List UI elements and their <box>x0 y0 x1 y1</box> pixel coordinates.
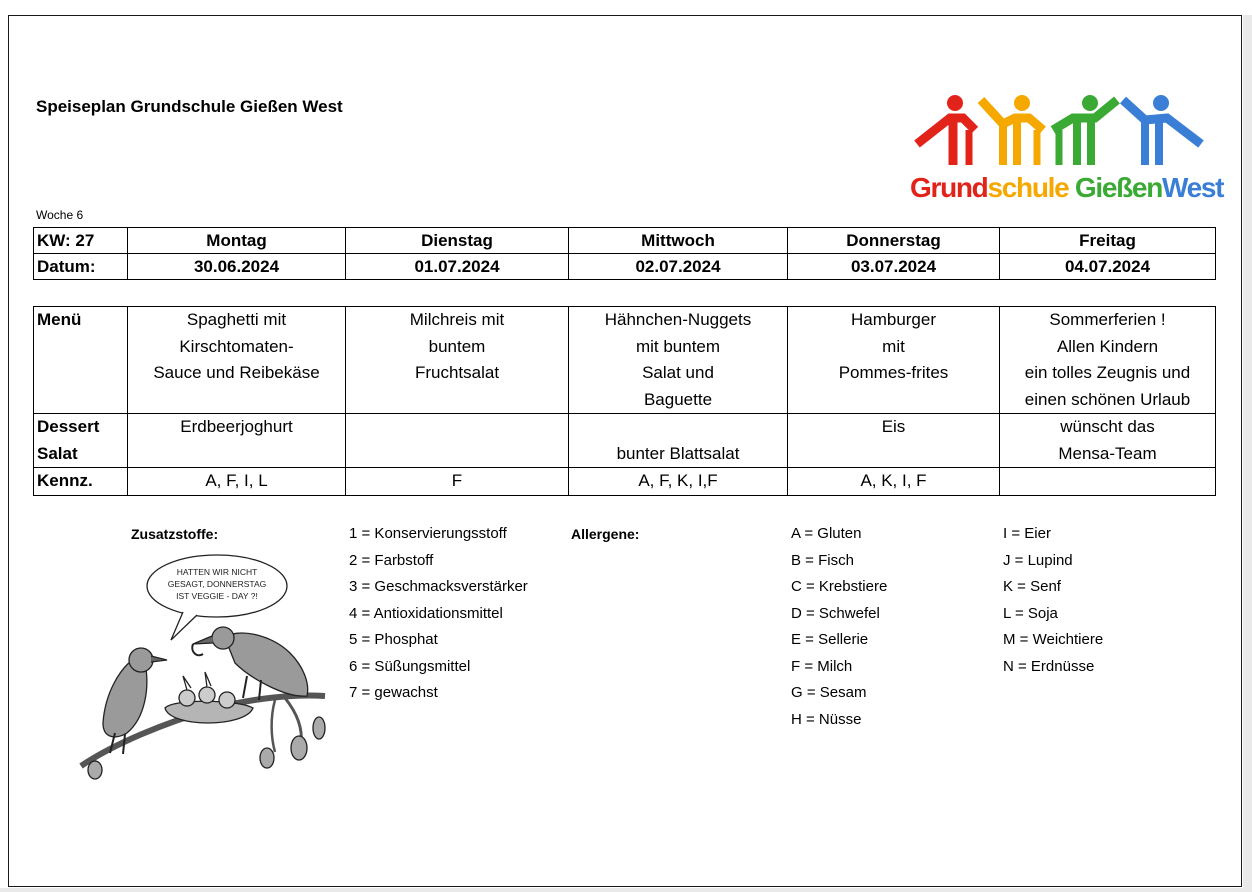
allergen-item: F = Milch <box>791 657 853 675</box>
speech-line: HATTEN WIR NICHT <box>176 567 258 577</box>
zusatzstoff-item: 5 = Phosphat <box>349 631 438 648</box>
logo-word-grund: Grund <box>910 172 988 203</box>
menu-line: mit buntem <box>635 336 721 356</box>
menu-line: Kirschtomaten- <box>179 336 294 356</box>
dessert-thursday: Eis <box>788 414 1000 468</box>
page-shadow-bottom <box>0 888 1252 892</box>
allergen-item: B = Fisch <box>791 551 854 569</box>
dessert-tuesday <box>346 414 569 468</box>
logo-wordmark <box>910 172 1223 204</box>
allergen-item: M = Weichtiere <box>1003 631 1104 648</box>
zusatzstoff-item: 4 = Antioxidationsmittel <box>349 604 503 622</box>
weekday-row <box>34 228 1216 254</box>
day-wednesday: Mittwoch <box>569 228 788 254</box>
friday-message <box>1000 414 1216 468</box>
kennz-row <box>34 468 1216 496</box>
logo-word-west: West <box>1162 172 1224 203</box>
date-friday: 04.07.2024 <box>1000 254 1216 280</box>
allergen-item: J = Lupind <box>1003 551 1073 569</box>
menu-line: Fruchtsalat <box>414 363 500 382</box>
allergen-item: K = Senf <box>1003 578 1061 595</box>
menu-line: Pommes-frites <box>838 363 949 382</box>
header-table <box>33 227 1216 280</box>
kennz-monday: A, F, I, L <box>128 468 346 496</box>
zusatzstoff-item: 6 = Süßungsmittel <box>349 657 471 675</box>
menu-label: Menü <box>34 307 128 414</box>
menu-table <box>33 306 1216 496</box>
menu-friday <box>1000 307 1216 414</box>
salat-wednesday: bunter Blattsalat <box>569 414 788 468</box>
zusatzstoff-item: 7 = gewachst <box>349 684 438 701</box>
menu-line: Sommerferien ! <box>1049 310 1166 329</box>
message-line: wünscht das <box>1060 417 1155 436</box>
menu-line: einen schönen Urlaub <box>1024 389 1191 409</box>
date-tuesday: 01.07.2024 <box>346 254 569 280</box>
allergen-item: N = Erdnüsse <box>1003 657 1095 675</box>
datum-label: Datum: <box>34 254 128 280</box>
menu-wednesday <box>569 307 788 414</box>
zusatzstoff-item: 3 = Geschmacksverstärker <box>349 578 528 595</box>
menu-line: ein tolles Zeugnis und <box>1024 363 1191 382</box>
menu-line: Baguette <box>643 389 713 409</box>
week-label: Woche 6 <box>36 208 84 222</box>
allergen-item: C = Krebstiere <box>791 578 888 595</box>
menu-line: Hamburger <box>850 310 937 329</box>
kennz-tuesday: F <box>346 468 569 496</box>
allergen-item: H = Nüsse <box>791 710 862 728</box>
allergen-item: L = Soja <box>1003 604 1058 622</box>
menu-line: Milchreis mit <box>409 310 505 329</box>
dessert-salat-row <box>34 414 1216 468</box>
kennz-wednesday: A, F, K, I,F <box>569 468 788 496</box>
message-line: Mensa-Team <box>1058 443 1157 463</box>
dessert-label: Dessert <box>37 417 100 436</box>
allergene-list-1 <box>791 521 887 733</box>
date-monday: 30.06.2024 <box>128 254 346 280</box>
logo-word-giessen: Gießen <box>1068 172 1162 203</box>
dessert-monday: Erdbeerjoghurt <box>128 414 346 468</box>
kennz-label: Kennz. <box>34 468 128 496</box>
birds-cartoon-icon <box>75 548 330 780</box>
page-shadow-right <box>1243 15 1252 892</box>
day-friday: Freitag <box>1000 228 1216 254</box>
menu-line: buntem <box>428 336 486 356</box>
zusatzstoff-item: 1 = Konservierungsstoff <box>349 525 507 542</box>
menu-line: Hähnchen-Nuggets <box>604 310 752 329</box>
menu-line: Salat und <box>642 363 714 382</box>
logo-word-schule: schule <box>987 172 1069 203</box>
allergen-item: G = Sesam <box>791 684 867 701</box>
speech-line: IST VEGGIE - DAY ?! <box>176 591 258 601</box>
menu-monday <box>128 307 346 414</box>
date-wednesday: 02.07.2024 <box>569 254 788 280</box>
allergen-item: D = Schwefel <box>791 604 880 622</box>
date-row <box>34 254 1216 280</box>
allergene-list-2 <box>1003 521 1103 680</box>
menu-line: Sauce und Reibekäse <box>153 363 320 382</box>
allergen-item: E = Sellerie <box>791 631 869 648</box>
menu-line: Spaghetti mit <box>186 310 287 329</box>
day-monday: Montag <box>128 228 346 254</box>
date-thursday: 03.07.2024 <box>788 254 1000 280</box>
salat-label: Salat <box>37 443 78 463</box>
dessert-salat-label <box>34 414 128 468</box>
menu-thursday <box>788 307 1000 414</box>
day-tuesday: Dienstag <box>346 228 569 254</box>
kennz-friday <box>1000 468 1216 496</box>
menu-tuesday <box>346 307 569 414</box>
document-title: Speiseplan Grundschule Gießen West <box>36 97 343 116</box>
kennz-thursday: A, K, I, F <box>788 468 1000 496</box>
allergen-item: A = Gluten <box>791 525 862 542</box>
speech-line: GESAGT, DONNERSTAG <box>167 579 267 589</box>
zusatzstoff-item: 2 = Farbstoff <box>349 551 434 569</box>
zusatzstoffe-list <box>349 521 528 707</box>
allergen-item: I = Eier <box>1003 525 1051 542</box>
zusatzstoffe-heading: Zusatzstoffe: <box>131 526 219 542</box>
kw-label: KW: 27 <box>34 228 128 254</box>
allergene-heading: Allergene: <box>571 526 640 542</box>
menu-line: mit <box>882 336 905 356</box>
day-thursday: Donnerstag <box>788 228 1000 254</box>
school-logo-icon <box>905 90 1205 170</box>
menu-line: Allen Kindern <box>1056 336 1159 356</box>
menu-row <box>34 307 1216 414</box>
